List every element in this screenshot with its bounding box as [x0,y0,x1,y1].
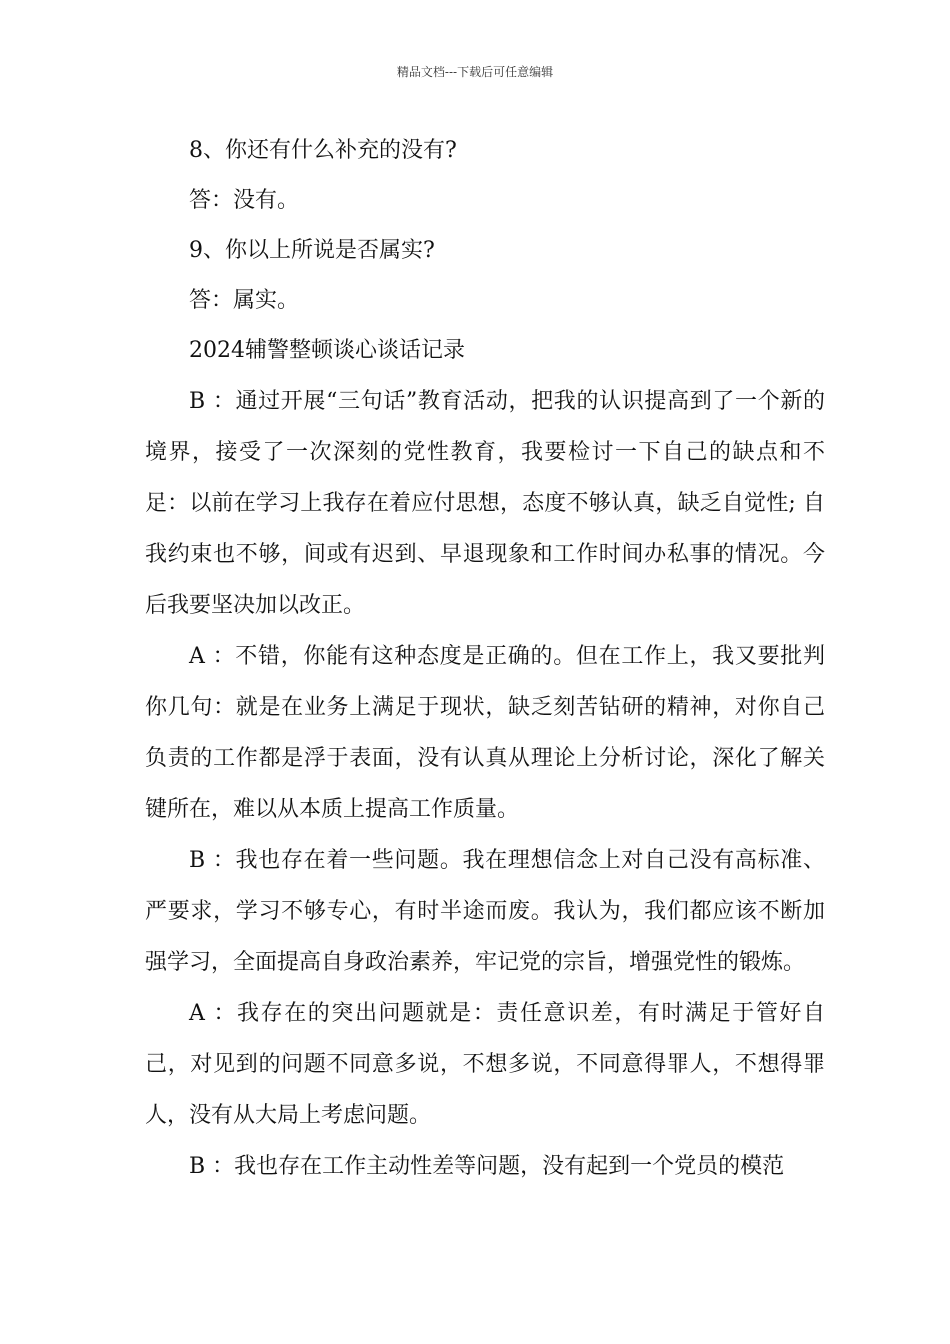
paragraph-b-2: B ：我也存在着一些问题。我在理想信念上对自己没有高标准、严要求，学习不够专心，有时半途而废。我认为，我们都应该不断加强学习，全面提高自身政治素养，牢记党的宗旨，增强党性的锻炼。 [145,848,825,975]
answer-8: 答：没有。 [189,188,300,213]
document-body [145,135,825,1191]
paragraph-b-1: B ：通过开展“三句话”教育活动，把我的认识提高到了一个新的境界，接受了一次深刻的党性教育，我要检讨一下自己的缺点和不足：以前在学习上我存在着应付思想，态度不够认真，缺乏自觉性; 自我约束也不够，间或有迟到、早退现象和工作时间办私事的情况。今后我要坚决加以改正。 [145,389,825,618]
page-header: 精品文档---下载后可任意编辑 [396,65,554,79]
paragraph-b-3: B ：我也存在工作主动性差等问题，没有起到一个党员的模范 [189,1154,785,1179]
paragraph-a-1: A ：不错，你能有这种态度是正确的。但在工作上，我又要批判你几句：就是在业务上满足于现状，缺乏刻苦钻研的精神，对你自己负责的工作都是浮于表面，没有认真从理论上分析讨论，深化了解关键所在，难以从本质上提高工作质量。 [145,644,825,822]
paragraph-a-2: A ：我存在的突出问题就是：责任意识差，有时满足于管好自己，对见到的问题不同意多说，不想多说，不同意得罪人，不想得罪人，没有从大局上考虑问题。 [145,1001,825,1128]
question-9: 9、你以上所说是否属实? [189,238,435,263]
answer-9: 答：属实。 [189,288,300,313]
section-title: 2024辅警整顿谈心谈话记录 [189,338,465,363]
question-8: 8、你还有什么补充的没有? [189,138,457,163]
